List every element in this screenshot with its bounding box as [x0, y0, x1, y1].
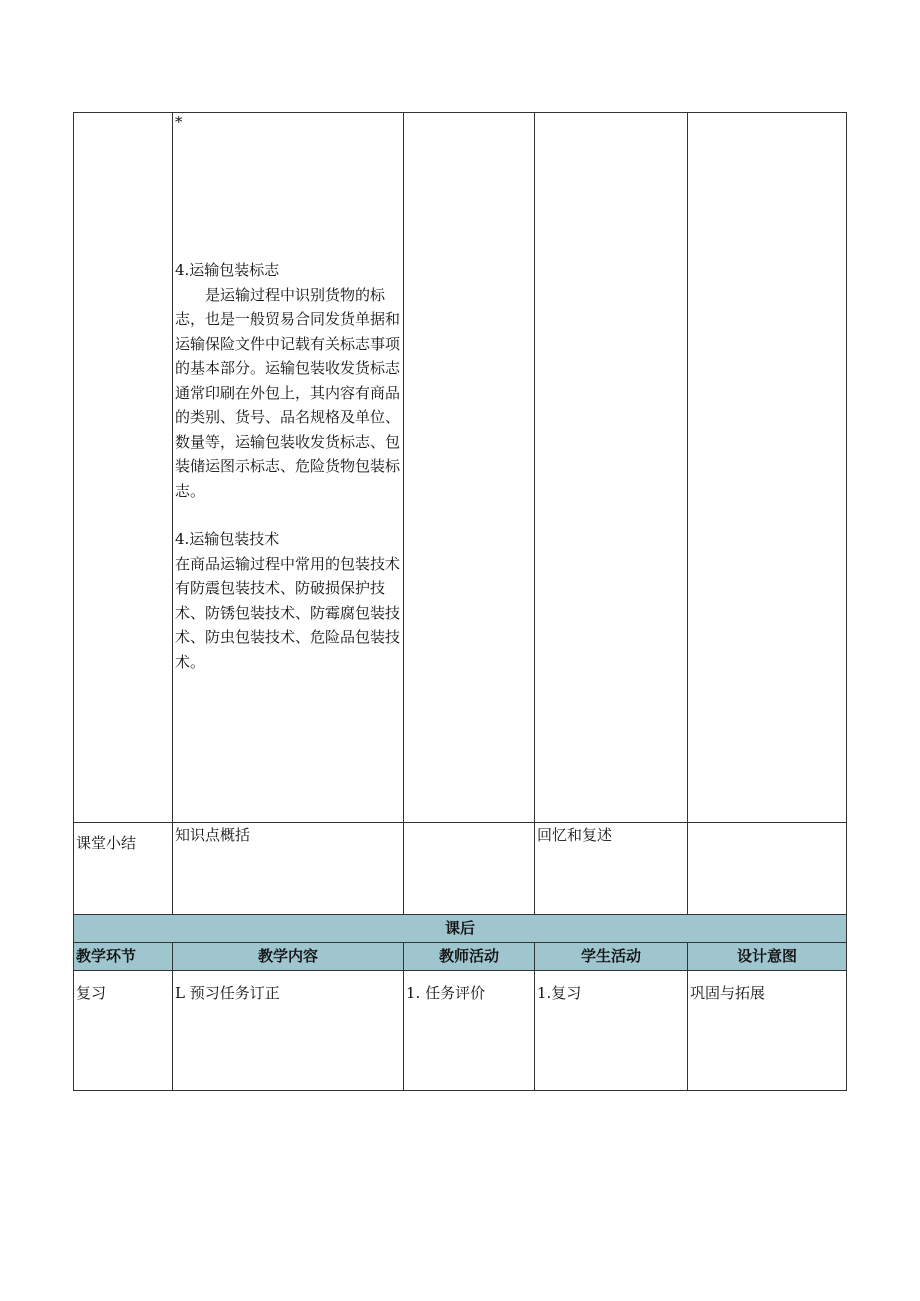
summary-row [74, 823, 847, 915]
summary-student: 回忆和复述 [535, 823, 688, 915]
review-row [74, 971, 847, 1091]
section-body-marking: 是运输过程中识别货物的标志，也是一般贸易合同发货单据和运输保险文件中记载有关标志事项的基本部分。运输包装收发货标志通常印刷在外包上，其内容有商品的类别、货号、品名规格及单位、数量等，运输包装收发货标志、包装储运图示标志、危险货物包装标志。 [175, 285, 401, 500]
section-title: 课后 [74, 915, 847, 943]
content-row [74, 113, 847, 823]
review-content: L 预习任务订正 [173, 971, 404, 1091]
summary-teacher [404, 823, 535, 915]
review-student: 1.复习 [535, 971, 688, 1091]
header-row [74, 943, 847, 971]
summary-content: 知识点概括 [173, 823, 404, 915]
lesson-plan-table [73, 112, 847, 1091]
stage-cell-empty [74, 113, 173, 823]
header-teacher: 教师活动 [404, 943, 535, 971]
section-title-marking: 4.运输包装标志 [175, 261, 280, 279]
asterisk-mark: * [175, 113, 183, 131]
review-stage: 复习 [74, 971, 173, 1091]
section-body-technique: 在商品运输过程中常用的包装技术有防震包装技术、防破损保护技术、防锈包装技术、防霉腐包装技术、防虫包装技术、危险品包装技术。 [175, 554, 401, 671]
header-intent: 设计意图 [688, 943, 847, 971]
after-class-section-row [74, 915, 847, 943]
summary-intent [688, 823, 847, 915]
section-title-technique: 4.运输包装技术 [175, 530, 280, 548]
review-teacher: 1. 任务评价 [404, 971, 535, 1091]
student-cell-empty [535, 113, 688, 823]
teacher-cell-empty [404, 113, 535, 823]
review-intent: 巩固与拓展 [688, 971, 847, 1091]
summary-stage: 课堂小结 [74, 823, 173, 915]
content-cell [173, 113, 404, 823]
header-stage: 教学环节 [74, 943, 173, 971]
intent-cell-empty [688, 113, 847, 823]
header-student: 学生活动 [535, 943, 688, 971]
header-content: 教学内容 [173, 943, 404, 971]
